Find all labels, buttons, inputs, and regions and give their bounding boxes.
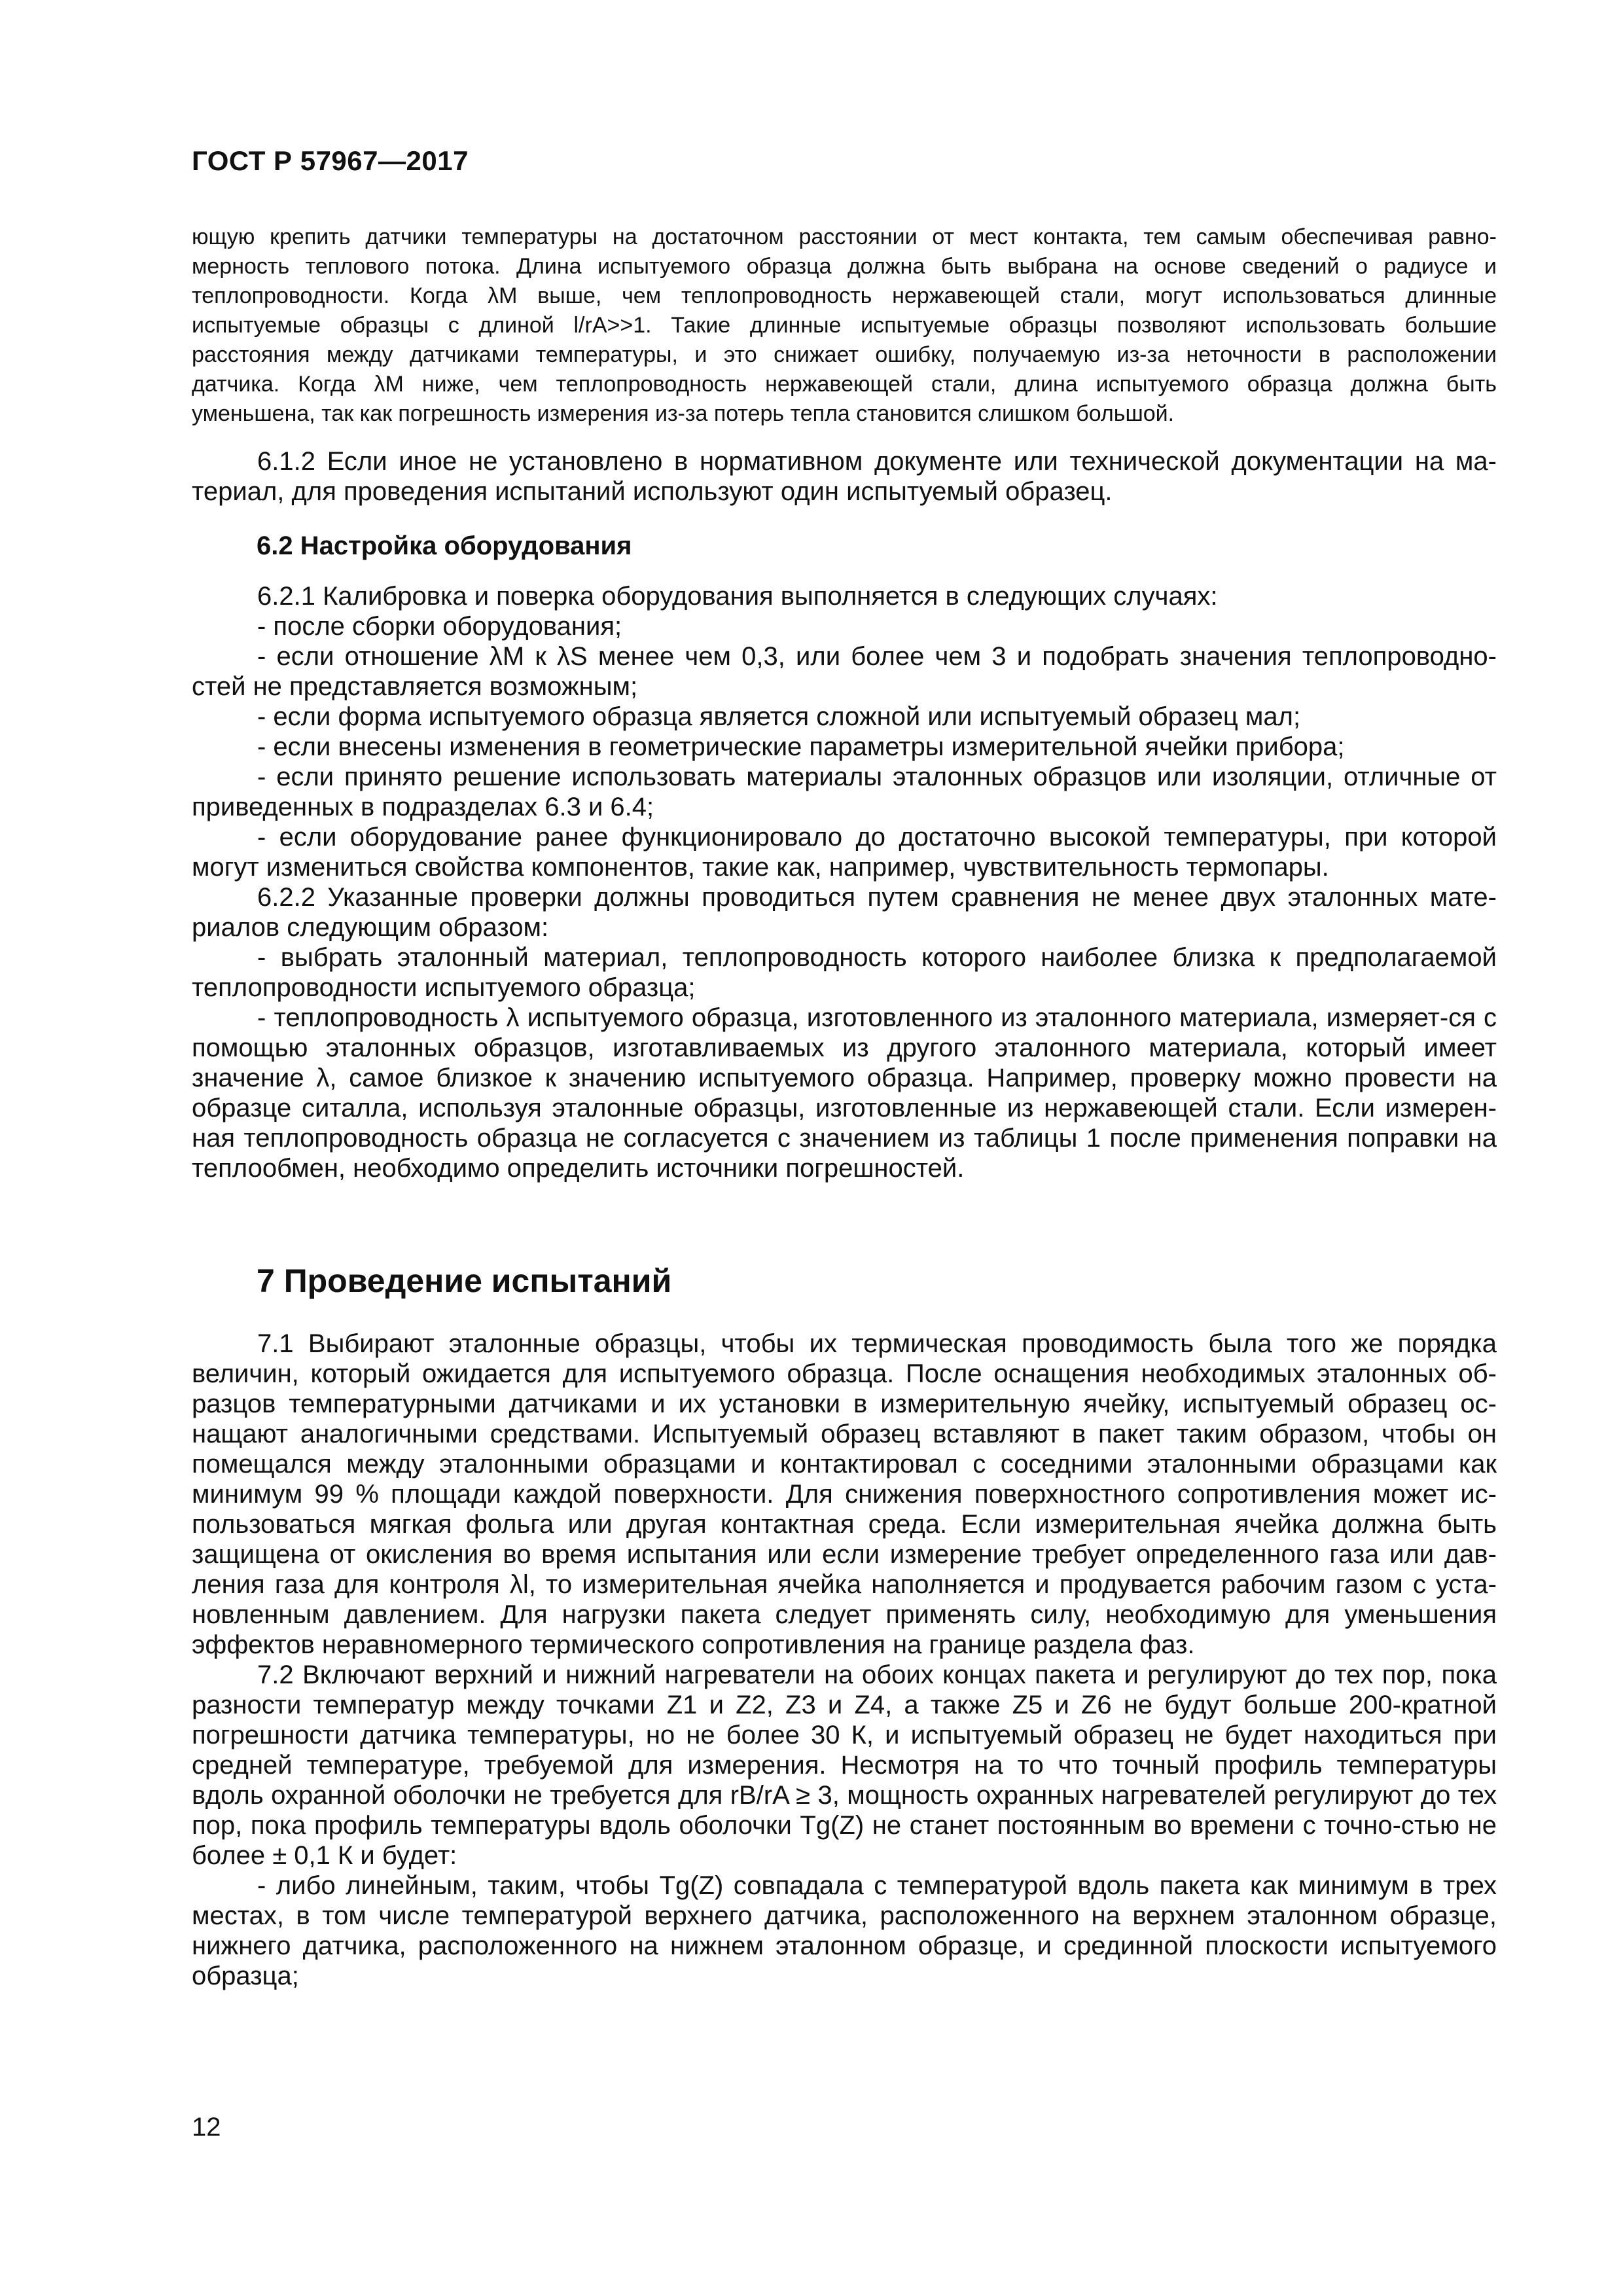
heading-6-2: 6.2 Настройка оборудования [257, 531, 632, 560]
paragraph-6-1-2: 6.1.2 Если иное не установлено в нормативном документе или технической документации на ма-териал, для проведения испытаний используют один испытуемый образец. [192, 447, 1497, 506]
page-number: 12 [192, 2113, 221, 2142]
section-6-1-2 [192, 446, 1497, 507]
list-item: - если отношение λM к λS менее чем 0,3, или более чем 3 и подобрать значения теплопроводно-стей не представляется возможным; [192, 642, 1497, 701]
paragraph-6-2-1: 6.2.1 Калибровка и поверка оборудования выполняется в следующих случаях: [257, 582, 1218, 611]
section-6-2 [192, 581, 1497, 1183]
paragraph-7-1: 7.1 Выбирают эталонные образцы, чтобы их термическая проводимость была того же порядка величин, который ожидается для испытуемого образца. После оснащения необходимых эталонных об-разцов температурными датчиками и их установки в измерительную ячейку, испытуемый образец ос-нащают аналогичными средствами. Испытуемый образец вставляют в пакет таким образом, чтобы он помещался между эталонными образцами и контактировал с соседними эталонными образцами как минимум 99 % площади каждой поверхности. Для снижения поверхностного сопротивления может ис-пользоваться мягкая фольга или другая контактная среда. Если измерительная ячейка должна быть защищена от окисления во время испытания или если измерение требует определенного газа или дав-ления газа для контроля λl, то измерительная ячейка наполняется и продувается рабочим газом с уста-новленным давлением. Для нагрузки пакета следует применять силу, необходимую для уменьшения эффектов неравномерного термического сопротивления на границе раздела фаз. [192, 1329, 1497, 1659]
intro-line: расстояния между датчиками температуры, и это снижает ошибку, получаемую из-за неточности в расположении [192, 342, 1497, 367]
paragraph-7-2: 7.2 Включают верхний и нижний нагреватели на обоих концах пакета и регулируют до тех пор, пока разности температур между точками Z1 и Z2, Z3 и Z4, а также Z5 и Z6 не будут больше 200-кратной погрешности датчика температуры, но не более 30 К, и испытуемый образец не будет находиться при средней температуре, требуемой для измерения. Несмотря на то что точный профиль температуры вдоль охранной оболочки не требуется для rB/rA ≥ 3, мощность охранных нагревателей регулируют до тех пор, пока профиль температуры вдоль оболочки Tg(Z) не станет постоянным во времени с точно-стью не более ± 0,1 К и будет: [192, 1660, 1497, 1870]
list-item: - после сборки оборудования; [257, 612, 622, 641]
intro-line: датчика. Когда λM ниже, чем теплопроводность нержавеющей стали, длина испытуемого образца должна быть [192, 372, 1497, 397]
list-item: - если внесены изменения в геометрические параметры измерительной ячейки прибора; [257, 732, 1345, 761]
heading-section-7: 7 Проведение испытаний [257, 1263, 672, 1299]
intro-line: мерность теплового потока. Длина испытуемого образца должна быть выбрана на основе сведений о радиусе и [192, 254, 1497, 279]
document-header-code: ГОСТ Р 57967—2017 [192, 145, 469, 176]
list-item: - если принято решение использовать материалы эталонных образцов или изоляции, отличные от приведенных в подразделах 6.3 и 6.4; [192, 762, 1497, 821]
list-item: - теплопроводность λ испытуемого образца, изготовленного из эталонного материала, измеряет-ся с помощью эталонных образцов, изготавливаемых из другого эталонного материала, который имеет значение λ, самое близкое к значению испытуемого образца. Например, проверку можно провести на образце ситалла, используя эталонные образцы, изготовленные из нержавеющей стали. Если измерен-ная теплопроводность образца не согласуется с значением из таблицы 1 после применения поправки на теплообмен, необходимо определить источники погрешностей. [192, 1003, 1497, 1183]
intro-line: ющую крепить датчики температуры на достаточном расстоянии от мест контакта, тем самым обеспечивая равно- [192, 224, 1497, 249]
section-7 [192, 1329, 1497, 1991]
paragraph-6-2-2: 6.2.2 Указанные проверки должны проводиться путем сравнения не менее двух эталонных мате-риалов следующим образом: [192, 883, 1497, 942]
intro-line: испытуемые образцы с длиной l/rA>>1. Такие длинные испытуемые образцы позволяют использовать большие [192, 313, 1497, 338]
intro-line: уменьшена, так как погрешность измерения из-за потерь тепла становится слишком большой. [192, 401, 1175, 426]
list-item: - если оборудование ранее функционировало до достаточно высокой температуры, при которой могут измениться свойства компонентов, такие как, например, чувствительность термопары. [192, 823, 1497, 882]
list-item: - либо линейным, таким, чтобы Tg(Z) совпадала с температурой вдоль пакета как минимум в трех местах, в том числе температурой верхнего датчика, расположенного на верхнем эталонном образце, нижнего датчика, расположенного на нижнем эталонном образце, и срединной плоскости испытуемого образца; [192, 1871, 1497, 1990]
list-item: - выбрать эталонный материал, теплопроводность которого наиболее близка к предполагаемой теплопроводности испытуемого образца; [192, 943, 1497, 1002]
intro-line: теплопроводности. Когда λM выше, чем теплопроводность нержавеющей стали, могут использоваться длинные [192, 283, 1497, 308]
list-item: - если форма испытуемого образца является сложной или испытуемый образец мал; [257, 702, 1301, 731]
